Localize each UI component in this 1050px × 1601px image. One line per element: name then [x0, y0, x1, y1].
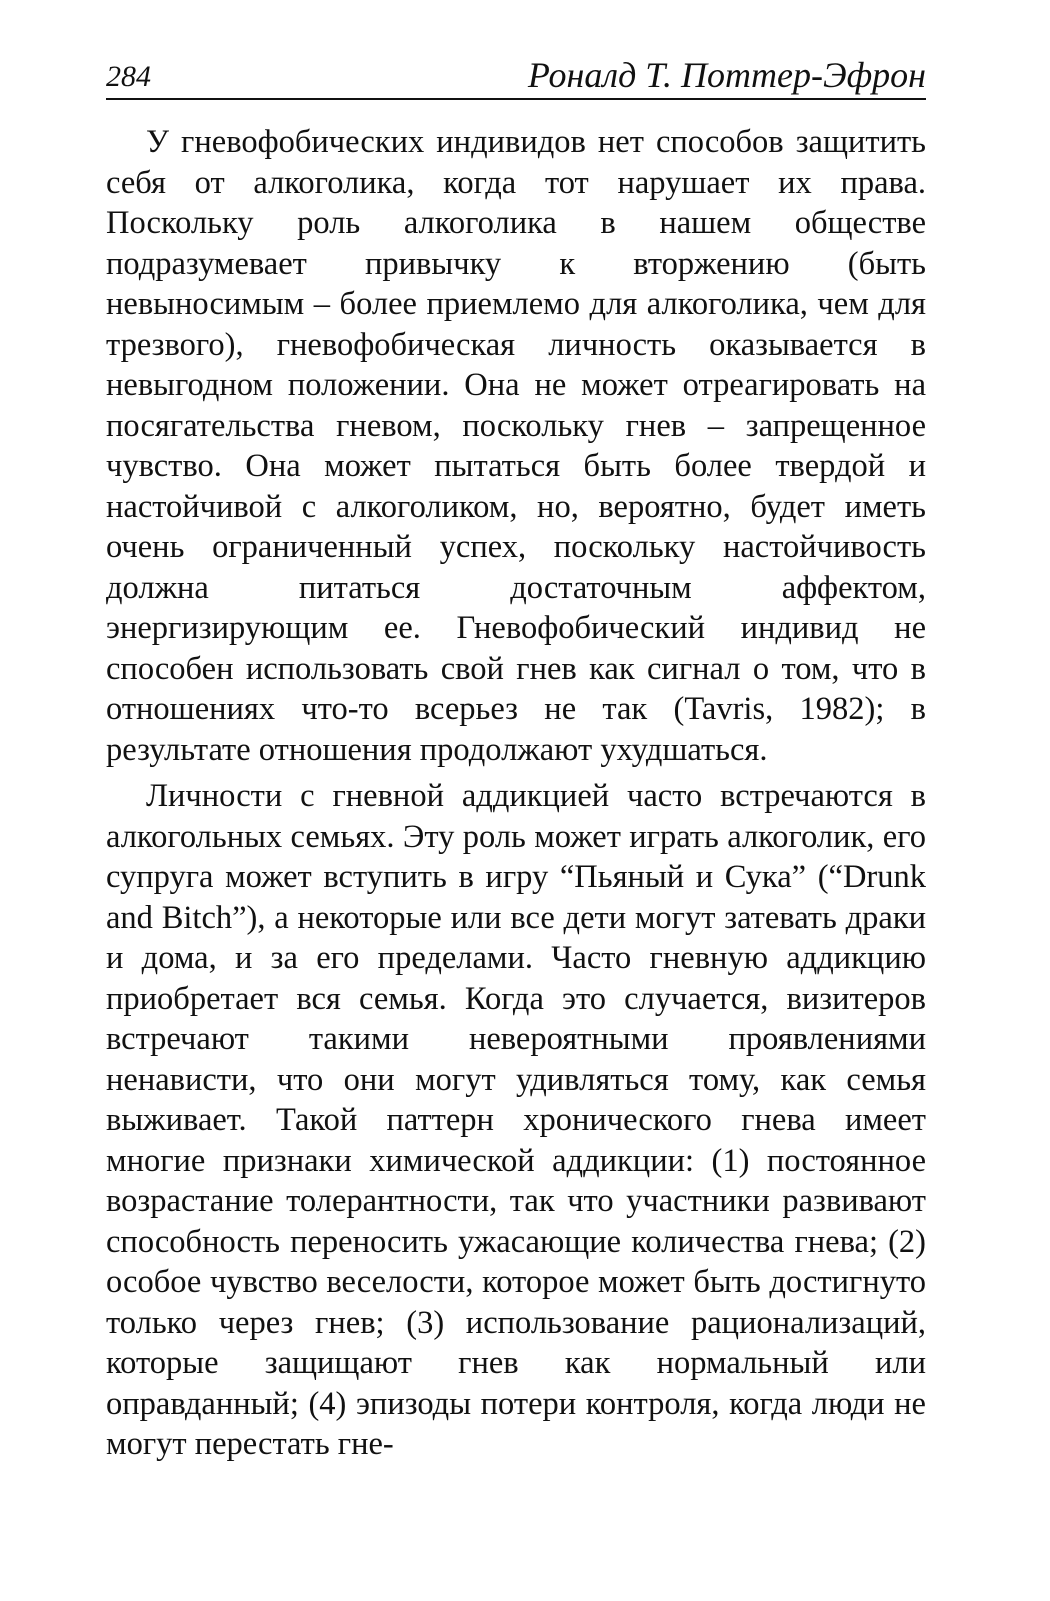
paragraph: У гневофобических индивидов нет способов защитить себя от алкоголика, когда тот нарушает их права. Поскольку роль алкоголика в нашем обществе подразумевает привычку к вторжению (быть невыносимым – более приемлемо для алкоголика, чем для трезвого), гневофобическая личность оказывается в невыгодном положении. Она не может отреагировать на посягательства гневом, поскольку гнев – запрещенное чувство. Она может пытаться быть более твердой и настойчивой с алкоголиком, но, вероятно, будет иметь очень ограниченный успех, поскольку настойчивость должна питаться достаточным аффектом, энергизирующим ее. Гневофобический индивид не способен использовать свой гнев как сигнал о том, что в отношениях что-то всерьез не так (Tavris, 1982); в результате отношения продолжают ухудшаться.: [106, 124, 926, 768]
running-title: Роналд Т. Поттер-Эфрон: [527, 55, 926, 95]
paragraph: Личности с гневной аддикцией часто встречаются в алкогольных семьях. Эту роль может играть алкоголик, его супруга может вступить в игру “Пьяный и Сука” (“Drunk and Bitch”), а некоторые или все дети могут затевать драки и дома, и за его пределами. Часто гневную аддикцию приобретает вся семья. Когда это случается, визитеров встречают такими невероятными проявлениями ненависти, что они могут удивляться тому, как семья выживает. Такой паттерн хронического гнева имеет многие признаки химической аддикции: (1) постоянное возрастание толерантности, так что участники развивают способность переносить ужасающие количества гнева; (2) особое чувство веселости, которое может быть достигнуто только через гнев; (3) использование рационализаций, которые защищают гнев как нормальный или оправданный; (4) эпизоды потери контроля, когда люди не могут перестать гне-: [106, 778, 926, 1462]
running-head: [106, 52, 926, 100]
page-number: 284: [106, 60, 151, 93]
body-text: [106, 122, 926, 1465]
book-page: [106, 52, 926, 1465]
